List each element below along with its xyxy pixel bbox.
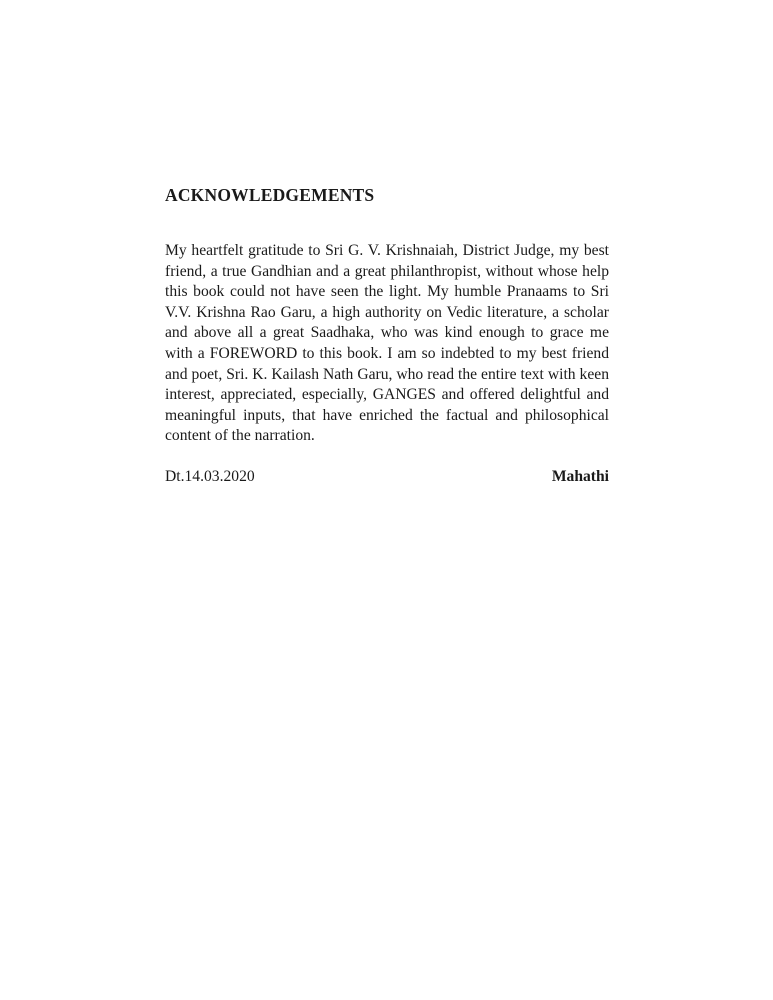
acknowledgement-paragraph: My heartfelt gratitude to Sri G. V. Krishnaiah, District Judge, my best friend, a true Gandhian and a great philanthropist, without whose help this book could not have seen the light. My humble Pranaams to Sri V.V. Krishna Rao Garu, a high authority on Vedic literature, a scholar and above all a great Saadhaka, who was kind enough to grace me with a FOREWORD to this book. I am so indebted to my best friend and poet, Sri. K. Kailash Nath Garu, who read the entire text with keen interest, appreciated, especially, GANGES and offered delightful and meaningful inputs, that have enriched the factual and philosophical content of the narration. bbox=[165, 242, 609, 445]
signature-row bbox=[165, 467, 609, 488]
acknowledgements-section bbox=[165, 183, 609, 488]
author-signature: Mahathi bbox=[551, 467, 609, 485]
date-text: Dt.14.03.2020 bbox=[165, 467, 255, 485]
page-title: ACKNOWLEDGEMENTS bbox=[165, 185, 375, 205]
